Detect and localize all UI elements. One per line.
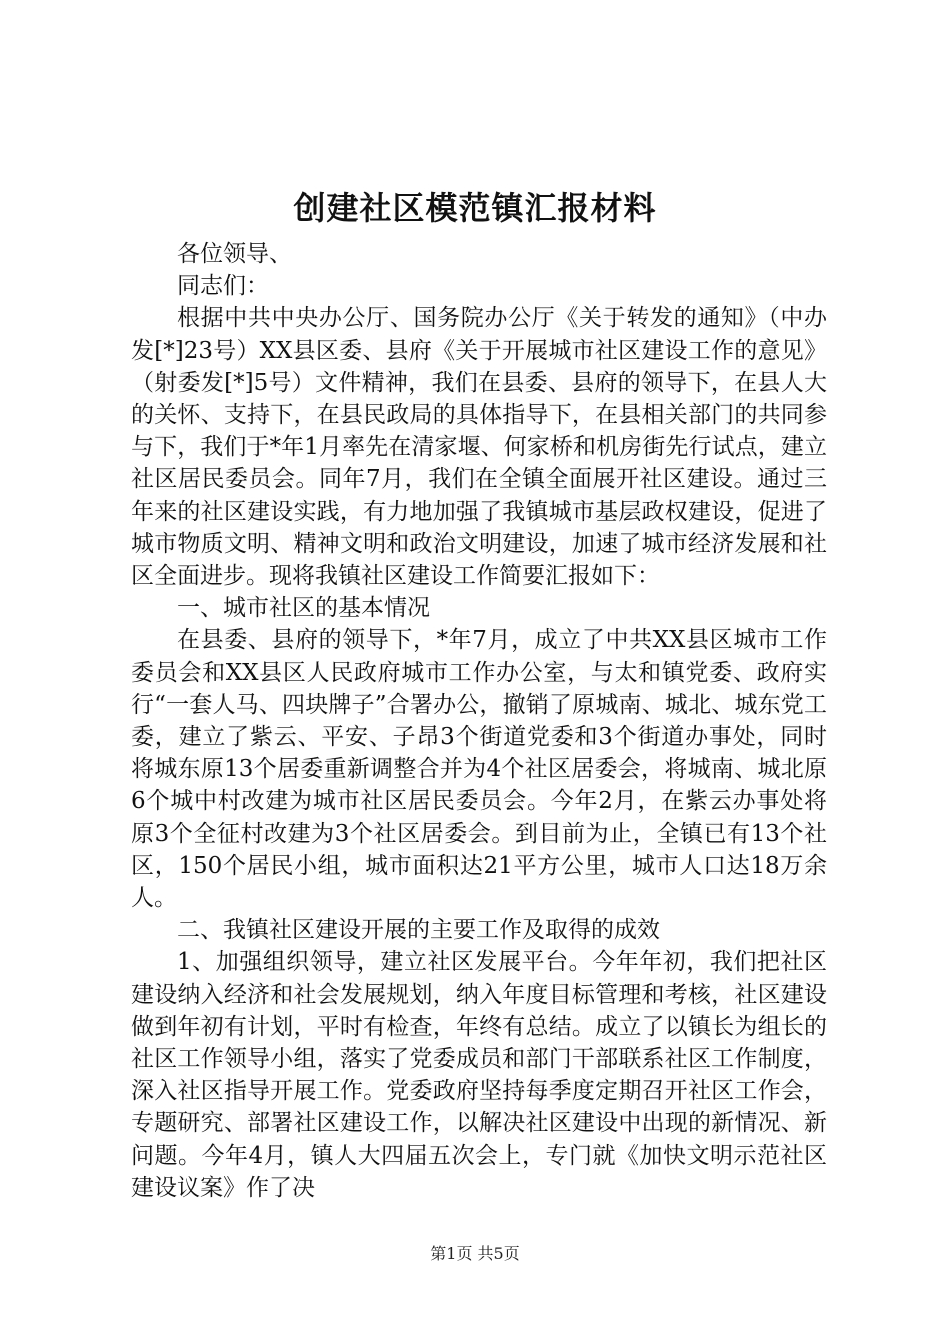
section-heading-main-work: 二、我镇社区建设开展的主要工作及取得的成效	[177, 917, 660, 944]
salutation-comrades: 同志们：	[177, 273, 269, 300]
salutation-leaders: 各位领导、	[177, 241, 292, 267]
main-work-paragraph-1: 1、加强组织领导，建立社区发展平台。今年年初，我们把社区建设纳入经济和社会发展规划，纳入年度目标管理和考核，社区建设做到年初有计划，平时有检查，年终有总结。成立了以镇长为组长的社区工作领导小组，落实了党委成员和部门干部联系社区工作制度，深入社区指导开展工作。党委政府坚持每季度定期召开社区工作会，专题研究、部署社区建设工作，以解决社区建设中出现的新情况、新问题。今年4月，镇人大四届五次会上，专门就《加快文明示范社区建设议案》作了决	[131, 949, 827, 1201]
page-number-footer: 第1页 共5页	[430, 1244, 520, 1263]
document-title: 创建社区模范镇汇报材料	[293, 189, 657, 227]
section-heading-basic-situation: 一、城市社区的基本情况	[177, 595, 430, 622]
document-body	[131, 238, 827, 1204]
basic-situation-paragraph: 在县委、县府的领导下，*年7月，成立了中共XX县区城市工作委员会和XX县区人民政府城市工作办公室，与太和镇党委、政府实行“一套人马、四块牌子”合署办公，撤销了原城南、城北、城东党工委，建立了紫云、平安、子昂3个街道党委和3个街道办事处，同时将城东原13个居委重新调整合并为4个社区居委会，将城南、城北原6个城中村改建为城市社区居民委员会。今年2月，在紫云办事处将原3个全征村改建为3个社区居委会。到目前为止，全镇已有13个社区，150个居民小组，城市面积达21平方公里，城市人口达18万余人。	[131, 627, 827, 912]
intro-paragraph: 根据中共中央办公厅、国务院办公厅《关于转发的通知》（中办发[*]23号）XX县区委、县府《关于开展城市社区建设工作的意见》（射委发[*]5号）文件精神，我们在县委、县府的领导下，在县人大的关怀、支持下，在县民政局的具体指导下，在县相关部门的共同参与下，我们于*年1月率先在清家堰、何家桥和机房街先行试点，建立社区居民委员会。同年7月，我们在全镇全面展开社区建设。通过三年来的社区建设实践，有力地加强了我镇城市基层政权建设，促进了城市物质文明、精神文明和政治文明建设，加速了城市经济发展和社区全面进步。现将我镇社区建设工作简要汇报如下：	[131, 305, 827, 590]
